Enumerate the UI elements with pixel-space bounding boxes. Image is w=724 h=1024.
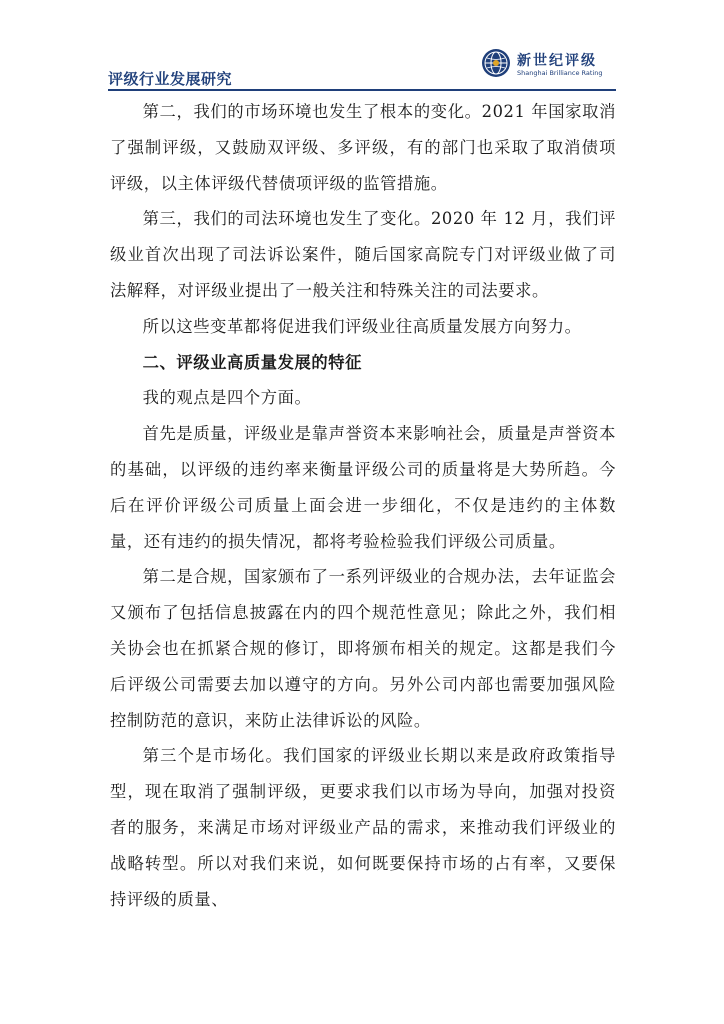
page-header xyxy=(108,42,616,90)
logo-name-en: Shanghai Brilliance Rating xyxy=(517,69,603,77)
globe-logo-icon xyxy=(481,48,511,78)
company-logo xyxy=(481,48,616,82)
logo-name-cn: 新世纪评级 xyxy=(517,53,597,69)
paragraph-summary: 所以这些变革都将促进我们评级业往高质量发展方向努力。 xyxy=(142,316,582,336)
paragraph-market-environment: 第二，我们的市场环境也发生了根本的变化。2021 年国家取消了强制评级，又鼓励双评级、多评级，有的部门也采取了取消债项评级，以主体评级代替债项评级的监管措施。 xyxy=(110,102,616,193)
paragraph-four-aspects: 我的观点是四个方面。 xyxy=(142,388,312,408)
paragraph-judicial-environment: 第三，我们的司法环境也发生了变化。2020 年 12 月，我们评级业首次出现了司法诉讼案件，随后国家高院专门对评级业做了司法解释，对评级业提出了一般关注和特殊关注的司法要求。 xyxy=(110,209,616,300)
header-divider xyxy=(108,89,616,91)
paragraph-compliance: 第二是合规，国家颁布了一系列评级业的合规办法，去年证监会又颁布了包括信息披露在内的四个规范性意见；除此之外，我们相关协会也在抓紧合规的修订，即将颁布相关的规定。这都是我们今后评级公司需要去加以遵守的方向。另外公司内部也需要加强风险控制防范的意识，来防止法律诉讼的风险。 xyxy=(110,567,616,730)
header-title: 评级行业发展研究 xyxy=(108,70,233,88)
paragraph-quality: 首先是质量，评级业是靠声誉资本来影响社会，质量是声誉资本的基础，以评级的违约率来衡量评级公司的质量将是大势所趋。今后在评价评级公司质量上面会进一步细化，不仅是违约的主体数量，还有违约的损失情况，都将考验检验我们评级公司质量。 xyxy=(110,424,616,551)
section-heading: 二、评级业高质量发展的特征 xyxy=(142,352,363,372)
document-body xyxy=(110,94,616,917)
paragraph-marketization: 第三个是市场化。我们国家的评级业长期以来是政府政策指导型，现在取消了强制评级，更要求我们以市场为导向，加强对投资者的服务，来满足市场对评级业产品的需求，来推动我们评级业的战略转型。所以对我们来说，如何既要保持市场的占有率，又要保持评级的质量、 xyxy=(110,746,616,909)
